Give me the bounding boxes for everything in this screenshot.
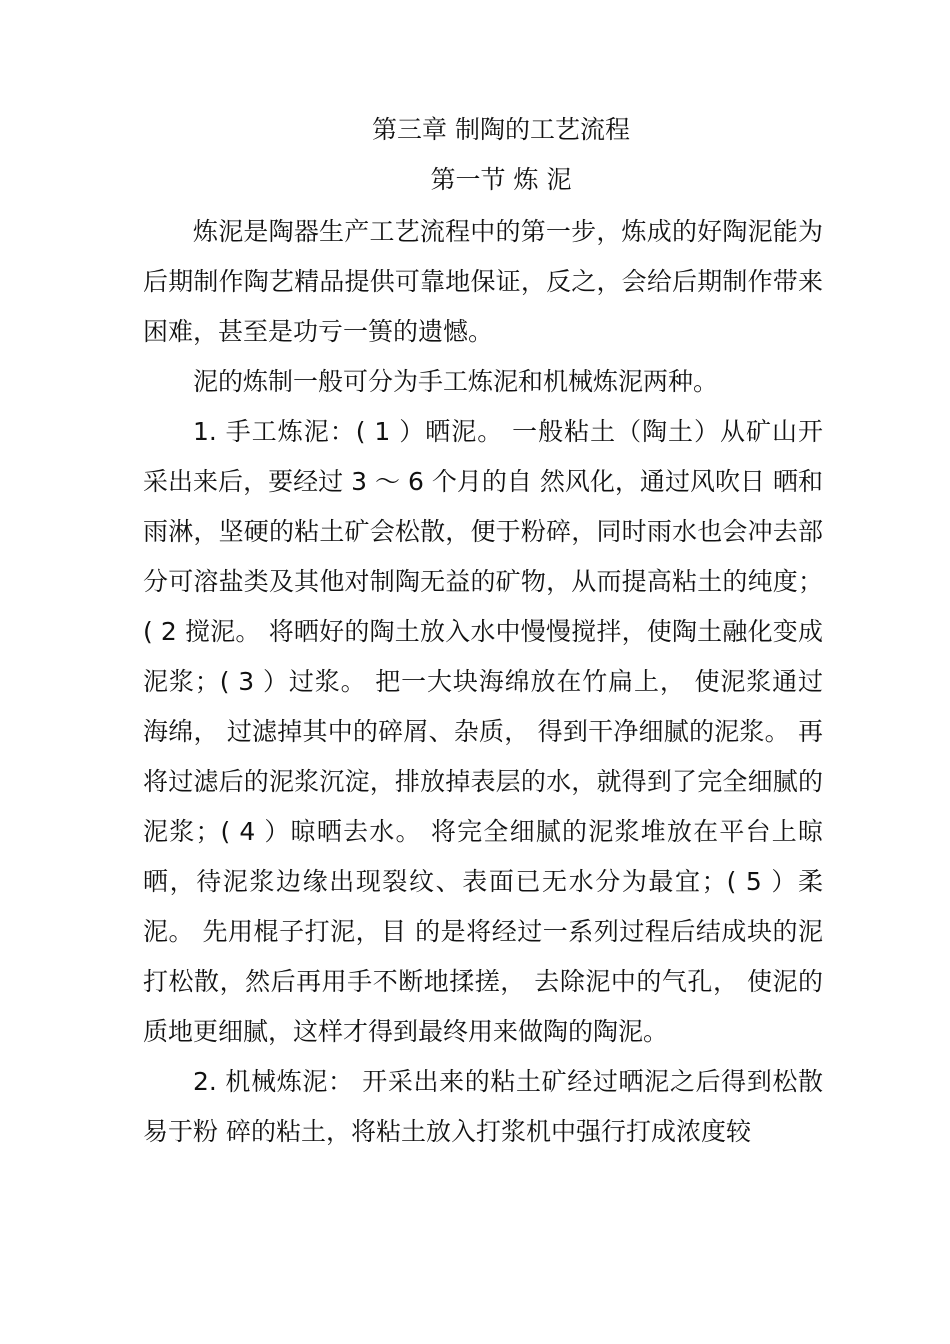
paragraph-mechanical-refining: 2. 机械炼泥： 开采出来的粘土矿经过晒泥之后得到松散易于粉 碎的粘土，将粘土放入打浆机中强行打成浓度较 [143,1067,823,1146]
section-title: 第一节 炼 泥 [430,165,572,194]
chapter-title: 第三章 制陶的工艺流程 [372,115,630,144]
paragraph-manual-refining: 1. 手工炼泥：( 1 ）晒泥。 一般粘土（陶土）从矿山开采出来后，要经过 3 ～ 6 个月的自 然风化，通过风吹日 晒和雨淋，坚硬的粘土矿会松散，便于粉碎，同时雨水也会冲去部分可溶盐类及其他对制陶无益的矿物，从而提高粘土的纯度；( 2 搅泥。 将晒好的陶土放入水中慢慢搅拌，使陶土融化变成泥浆；( 3 ）过浆。 把一大块海绵放在竹扁上， 使泥浆通过海绵， 过滤掉其中的碎屑、杂质， 得到干净细腻的泥浆。 再将过滤后的泥浆沉淀，排放掉表层的水，就得到了完全细腻的泥浆；( 4 ）晾晒去水。 将完全细腻的泥浆堆放在平台上晾晒，待泥浆边缘出现裂纹、表面已无水分为最宜；( 5 ）柔泥。 先用棍子打泥，目 的是将经过一系列过程后结成块的泥打松散，然后再用手不断地揉搓， 去除泥中的气孔， 使泥的质地更细腻，这样才得到最终用来做陶的陶泥。 [143,417,823,1046]
paragraph-methods: 泥的炼制一般可分为手工炼泥和机械炼泥两种。 [193,367,719,396]
paragraph-intro: 炼泥是陶器生产工艺流程中的第一步，炼成的好陶泥能为后期制作陶艺精品提供可靠地保证，反之，会给后期制作带来困难，甚至是功亏一篑的遗憾。 [143,217,823,346]
body-text [143,207,823,1157]
